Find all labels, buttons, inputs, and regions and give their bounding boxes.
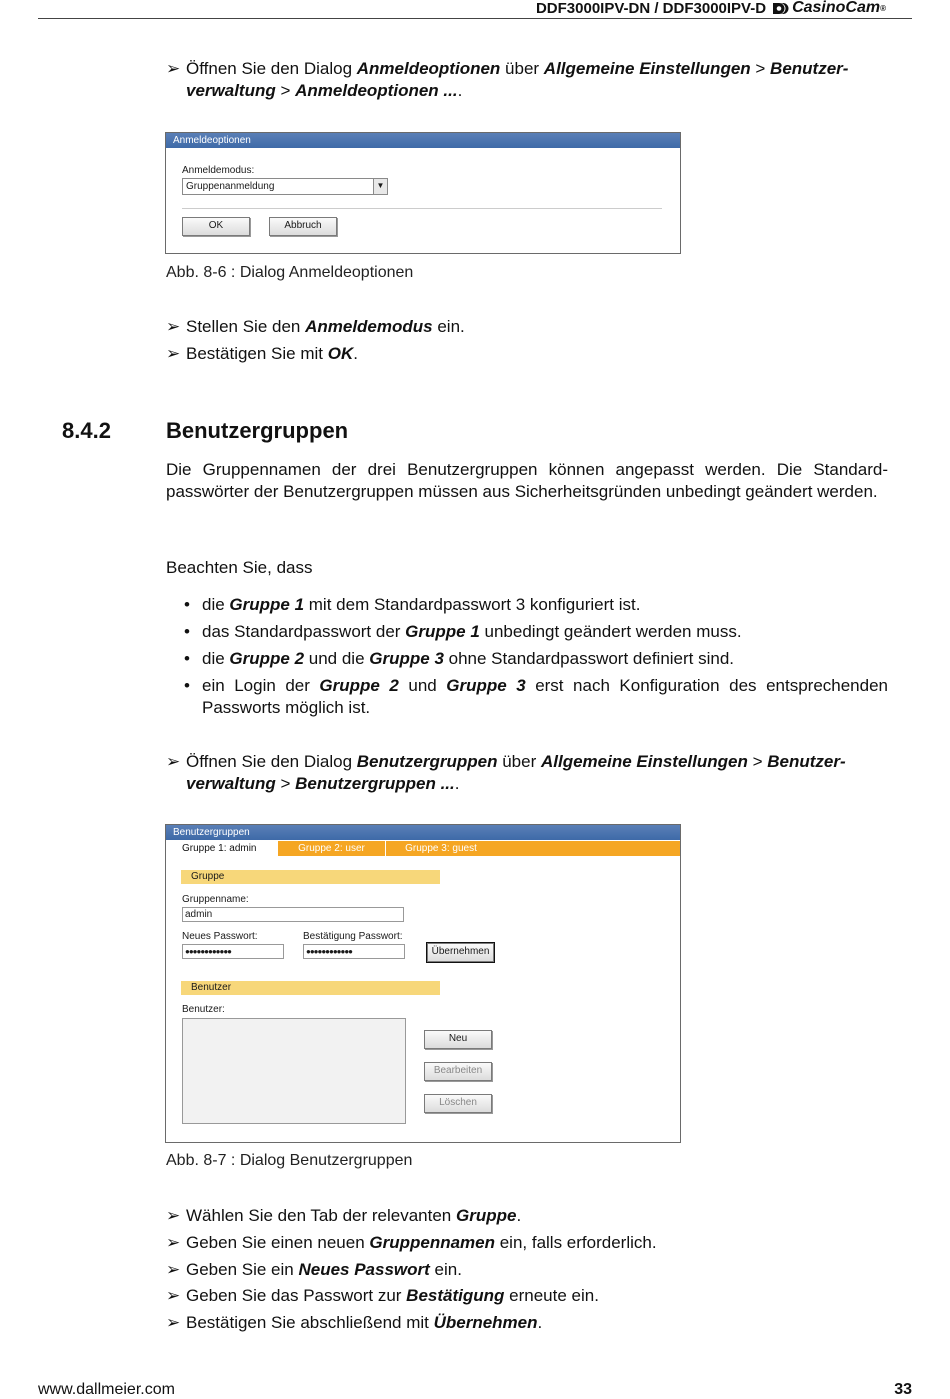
instruction-confirm-password: ➢ Geben Sie das Passwort zur Bestätigung erneute ein. [166,1286,599,1305]
users-listbox[interactable] [182,1018,406,1124]
users-label: Benutzer: [182,1004,225,1015]
arrow-bullet-icon: ➢ [166,59,181,78]
cancel-button[interactable]: Abbruch [269,217,337,236]
brand-name: CasinoCam [792,0,881,16]
dialog-title: Anmeldeoptionen [166,133,680,148]
arrow-bullet-icon: ➢ [166,1313,181,1332]
figure-caption-8-7: Abb. 8-7 : Dialog Benutzergruppen [166,1152,413,1169]
bullet-dot-icon: • [184,595,190,614]
note-bullet: • die Gruppe 1 mit dem Standardpasswort 3 konfiguriert ist. [184,595,641,614]
tab-group-1[interactable]: Gruppe 1: admin [174,841,278,856]
instruction-enter-new-password: ➢ Geben Sie ein Neues Passwort ein. [166,1260,462,1279]
arrow-bullet-icon: ➢ [166,1260,181,1279]
arrow-bullet-icon: ➢ [166,1233,181,1252]
brand-registered-mark: ® [880,3,886,13]
dialog-divider [182,208,662,209]
new-password-label: Neues Passwort: [182,931,258,942]
tab-group-2[interactable]: Gruppe 2: user [278,841,385,856]
confirm-password-input[interactable]: ●●●●●●●●●●●● [303,944,405,959]
confirm-password-label: Bestätigung Passwort: [303,931,403,942]
users-section-header: Benutzer [181,981,440,995]
dallmeier-logo-icon [772,2,790,15]
dialog-title: Benutzergruppen [166,825,680,840]
apply-button[interactable]: Übernehmen [427,943,494,962]
document-header [536,0,886,17]
group-name-input[interactable]: admin [182,907,404,922]
arrow-bullet-icon: ➢ [166,752,181,771]
intro-paragraph: Die Gruppennamen der drei Benutzergruppen können angepasst werden. Die Standard-passwörter der Benutzergruppen müssen aus Sicherheitsgründen unbedingt geändert werden. [166,460,888,501]
login-options-dialog [165,132,681,254]
delete-user-button[interactable]: Löschen [424,1094,492,1113]
section-title: Benutzergruppen [166,418,349,443]
instruction-confirm-ok: ➢ Bestätigen Sie mit OK. [166,344,358,363]
brand-logo [772,0,886,17]
arrow-bullet-icon: ➢ [166,344,181,363]
arrow-bullet-icon: ➢ [166,1286,181,1305]
login-mode-label: Anmeldemodus: [182,165,255,176]
bullet-dot-icon: • [184,676,190,695]
tab-bar-filler [496,841,680,856]
footer-url[interactable]: www.dallmeier.com [38,1381,175,1398]
bullet-dot-icon: • [184,649,190,668]
instruction-apply: ➢ Bestätigen Sie abschließend mit Übernehmen. [166,1313,543,1332]
note-lead: Beachten Sie, dass [166,558,313,577]
instruction-open-login-options: ➢ Öffnen Sie den Dialog Anmeldeoptionen über Allgemeine Einstellungen > Benutzer- verwaltung > Anmeldeoptionen .... [166,59,849,100]
user-groups-dialog [165,824,681,1143]
note-bullet: • die Gruppe 2 und die Gruppe 3 ohne Standardpasswort definiert sind. [184,649,735,668]
new-password-input[interactable]: ●●●●●●●●●●●● [182,944,284,959]
chevron-down-icon[interactable]: ▼ [373,179,387,194]
header-divider [38,18,912,19]
edit-user-button[interactable]: Bearbeiten [424,1062,492,1081]
group-section-header: Gruppe [181,870,440,884]
figure-caption-8-6: Abb. 8-6 : Dialog Anmeldeoptionen [166,264,414,281]
instruction-set-login-mode: ➢ Stellen Sie den Anmeldemodus ein. [166,317,465,336]
page-number: 33 [894,1381,912,1398]
login-mode-select[interactable]: Gruppenanmeldung ▼ [182,178,388,195]
section-number: 8.4.2 [62,418,111,443]
ok-button[interactable]: OK [182,217,250,236]
new-user-button[interactable]: Neu [424,1030,492,1049]
instruction-select-group-tab: ➢ Wählen Sie den Tab der relevanten Gruppe. [166,1206,522,1225]
bullet-dot-icon: • [184,622,190,641]
instruction-enter-group-name: ➢ Geben Sie einen neuen Gruppennamen ein, falls erforderlich. [166,1233,657,1252]
tab-group-3[interactable]: Gruppe 3: guest [386,841,496,856]
instruction-open-user-groups: ➢ Öffnen Sie den Dialog Benutzergruppen über Allgemeine Einstellungen > Benutzer- verwaltung > Benutzergruppen .... [166,752,846,793]
note-bullet: • ein Login der Gruppe 2 und Gruppe 3 erst nach Konfiguration des entsprechenden Passworts möglich ist. [184,676,888,717]
arrow-bullet-icon: ➢ [166,317,181,336]
note-bullet: • das Standardpasswort der Gruppe 1 unbedingt geändert werden muss. [184,622,742,641]
arrow-bullet-icon: ➢ [166,1206,181,1225]
group-name-label: Gruppenname: [182,894,249,905]
model-title: DDF3000IPV-DN / DDF3000IPV-D [535,0,767,17]
